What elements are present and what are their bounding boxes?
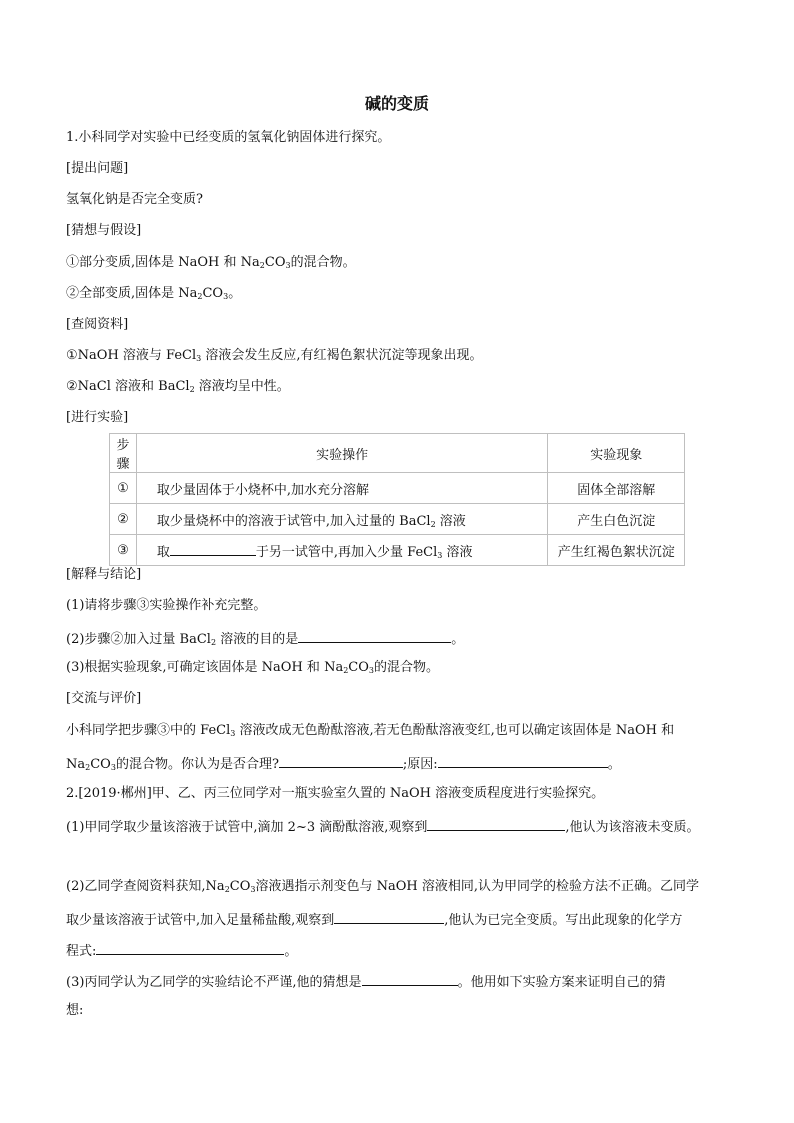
subscript: 2 [224, 885, 230, 894]
step-cell: ① [110, 473, 137, 504]
header-step: 步骤 [110, 434, 137, 473]
text: ②NaCl 溶液和 BaCl [66, 379, 190, 394]
text: (3)丙同学认为乙同学的实验结论不严谨,他的猜想是 [66, 975, 362, 990]
eval-line-2 [66, 754, 621, 773]
subscript: 3 [196, 354, 202, 363]
text: (2)步骤②加入过量 BaCl [66, 632, 211, 647]
text: ,他认为该溶液未变质。 [565, 820, 700, 835]
q2-part-3-line-1 [66, 972, 666, 991]
text: ;原因: [402, 757, 438, 772]
header-observation: 实验现象 [548, 434, 685, 473]
text: 溶液 [442, 544, 473, 560]
q2-part-2-line-1 [66, 879, 699, 895]
text: 。 [451, 632, 465, 647]
table-row [110, 504, 685, 535]
q2-part-2-line-2 [66, 910, 682, 929]
text: 溶液改成无色酚酞溶液,若无色酚酞溶液变红,也可以确定该固体是 NaOH 和 [235, 723, 675, 738]
table-row [110, 473, 685, 504]
q2-intro: 2.[2019·郴州]甲、乙、丙三位同学对一瓶实验室久置的 NaOH 溶液变质程度进行实验探究。 [66, 786, 605, 801]
text: 。 [228, 286, 242, 301]
section-eval-heading: [交流与评价] [66, 691, 142, 706]
text: 的混合物。 [374, 660, 440, 675]
answer-blank[interactable] [427, 817, 565, 831]
text: ②全部变质,固体是 Na [66, 286, 198, 301]
text: (1)甲同学取少量该溶液于试管中,滴加 2~3 滴酚酞溶液,观察到 [66, 820, 428, 835]
observation-cell: 固体全部溶解 [548, 473, 685, 504]
subscript: 2 [259, 261, 265, 270]
operation-cell [136, 535, 548, 566]
answer-blank[interactable] [362, 972, 458, 986]
section-question-heading: [提出问题] [66, 161, 129, 176]
eval-line-1 [66, 723, 674, 739]
header-operation: 实验操作 [136, 434, 548, 473]
observation-cell: 产生白色沉淀 [548, 504, 685, 535]
subscript: 3 [230, 729, 236, 738]
subscript: 2 [189, 385, 195, 394]
experiment-table [109, 433, 685, 566]
text: ①NaOH 溶液与 FeCl [66, 348, 197, 363]
answer-blank[interactable] [334, 910, 444, 924]
subscript: 3 [368, 666, 374, 675]
section-experiment-heading: [进行实验] [66, 410, 129, 425]
hypothesis-2 [66, 286, 241, 302]
observation-cell: 产生红褐色絮状沉淀 [548, 535, 685, 566]
operation-cell: 取少量固体于小烧杯中,加水充分溶解 [136, 473, 548, 504]
text: (2)乙同学查阅资料获知,Na [66, 879, 225, 894]
operation-cell [136, 504, 548, 535]
page-title: 碱的变质 [364, 94, 429, 113]
text: 溶液 [435, 513, 466, 529]
text: 溶液的目的是 [216, 632, 299, 647]
subscript: 2 [343, 666, 349, 675]
subscript: 3 [250, 885, 256, 894]
answer-blank[interactable] [279, 754, 403, 768]
text: 溶液遇指示剂变色与 NaOH 溶液相同,认为甲同学的检验方法不正确。乙同学 [255, 879, 700, 894]
text: CO [348, 660, 369, 675]
subscript: 2 [197, 292, 203, 301]
answer-blank[interactable] [96, 941, 284, 955]
subscript: 2 [85, 763, 91, 772]
text: 小科同学把步骤③中的 FeCl [66, 723, 231, 738]
table-header-row [110, 434, 685, 473]
subscript: 3 [110, 763, 116, 772]
text: CO [229, 879, 251, 894]
subscript: 3 [285, 261, 291, 270]
section-conclusion-heading: [解释与结论] [66, 567, 142, 582]
text: 取少量烧杯中的溶液于试管中,加入过量的 BaCl [156, 513, 431, 529]
answer-blank[interactable] [298, 629, 451, 643]
subscript: 3 [437, 550, 443, 560]
text: 取 [156, 544, 170, 560]
reference-1 [66, 348, 483, 364]
text: 。 [284, 944, 298, 959]
q2-part-1 [66, 817, 700, 836]
text: 。他用如下实验方案来证明自己的猜 [457, 975, 666, 990]
conclusion-1: (1)请将步骤③实验操作补充完整。 [66, 598, 267, 613]
conclusion-2 [66, 629, 464, 648]
subscript: 2 [210, 638, 217, 647]
step-cell: ③ [110, 535, 137, 566]
text: CO [90, 757, 111, 772]
text: 的混合物。 [290, 255, 356, 270]
text: ,他认为已完全变质。写出此现象的化学方 [444, 913, 683, 928]
answer-blank[interactable] [438, 754, 608, 768]
text: Na [66, 757, 86, 772]
q2-part-3-line-2: 想: [66, 1003, 84, 1018]
section-reference-heading: [查阅资料] [66, 317, 129, 332]
text: 溶液会发生反应,有红褐色絮状沉淀等现象出现。 [201, 348, 483, 363]
text: (3)根据实验现象,可确定该固体是 NaOH 和 Na [66, 660, 344, 675]
subscript: 2 [430, 519, 436, 529]
text: CO [264, 255, 286, 270]
text: CO [202, 286, 224, 301]
text: ①部分变质,固体是 NaOH 和 Na [66, 255, 260, 270]
text: 。 [607, 757, 621, 772]
text: 程式: [66, 944, 97, 959]
reference-2 [66, 379, 290, 395]
q2-part-2-line-3 [66, 941, 297, 960]
hypothesis-1 [66, 255, 356, 271]
text: 溶液均呈中性。 [194, 379, 290, 394]
text: 的混合物。你认为是否合理? [115, 757, 279, 772]
section-hypothesis-heading: [猜想与假设] [66, 223, 142, 238]
table-row [110, 535, 685, 566]
answer-blank[interactable] [170, 543, 256, 556]
conclusion-3 [66, 660, 439, 676]
text: 于另一试管中,再加入少量 FeCl [255, 544, 438, 560]
text: 取少量该溶液于试管中,加入足量稀盐酸,观察到 [66, 913, 335, 928]
q1-intro: 1.小科同学对实验中已经变质的氢氧化钠固体进行探究。 [66, 130, 391, 145]
question-text: 氢氧化钠是否完全变质? [66, 192, 203, 207]
step-cell: ② [110, 504, 137, 535]
subscript: 3 [223, 292, 229, 301]
